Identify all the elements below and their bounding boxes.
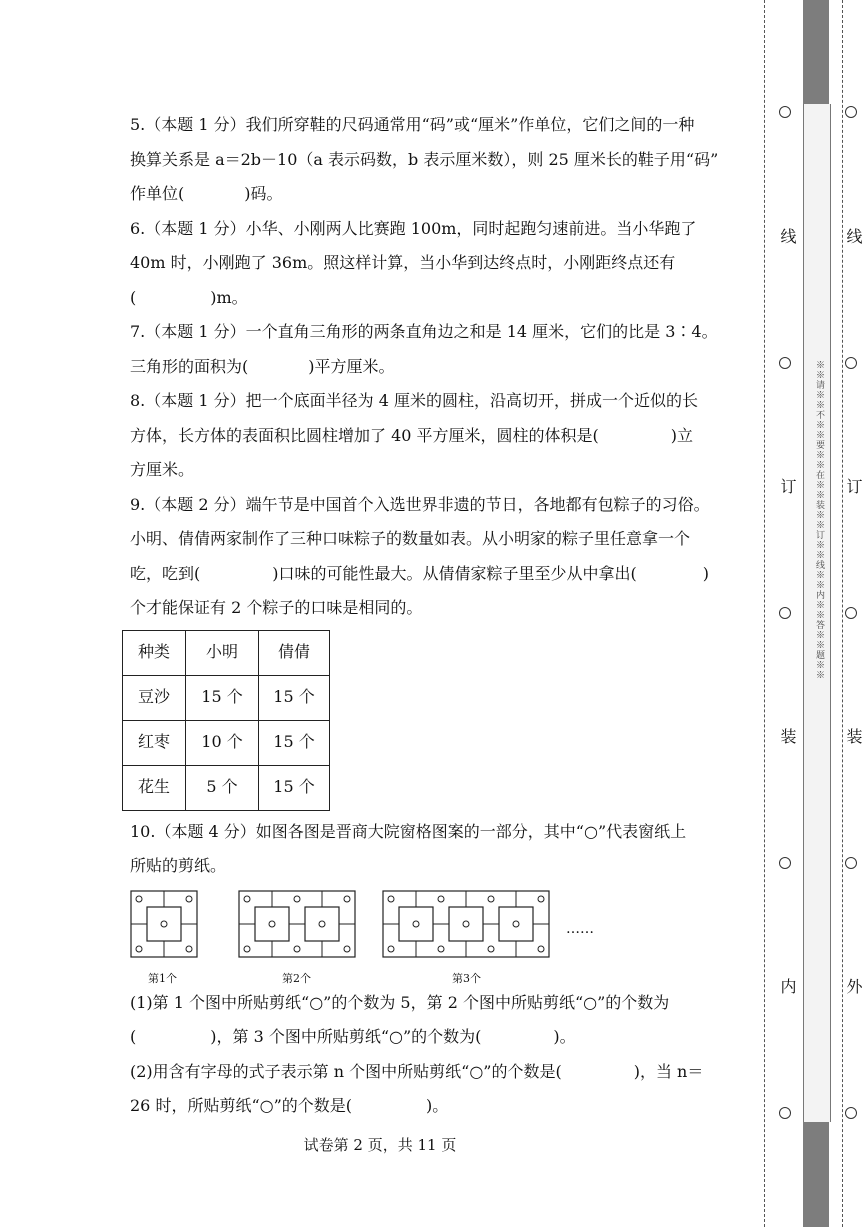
q6-line1: 6.（本题 1 分）小华、小刚两人比赛跑 100m，同时起跑匀速前进。当小华跑了 (130, 218, 697, 238)
q8-line2b: )立 (670, 425, 694, 445)
question-8 (130, 384, 740, 488)
q6-line2: 40m 时，小刚跑了 36m。照这样计算，当小华到达终点时，小刚距终点还有 (130, 253, 676, 272)
q5-line3b: )码。 (244, 184, 283, 203)
q5-line1: 5.（本题 1 分）我们所穿鞋的尺码通常用“码”或“厘米”作单位，它们之间的一种 (130, 115, 695, 134)
binding-hole-icon (845, 106, 857, 118)
table-cell: 5 个 (186, 765, 259, 810)
binding-label-zhuang-right: 装 (844, 728, 863, 744)
binding-label-ding-left: 订 (778, 478, 797, 494)
q9-line3b: )口味的可能性最大。从倩倩家粽子里至少从中拿出( (272, 563, 637, 583)
q9-line2: 小明、倩倩两家制作了三种口味粽子的数量如表。从小明家的粽子里任意拿一个 (130, 529, 691, 548)
table-cell: 10 个 (186, 720, 259, 765)
q9-line3a: 吃，吃到( (130, 563, 201, 583)
q5-line3a: 作单位( (130, 184, 185, 203)
q10-sub1-line2c: )。 (553, 1027, 576, 1046)
binding-hole-icon (779, 1107, 791, 1119)
table-cell: 红枣 (123, 720, 186, 765)
binding-bar-top (803, 0, 829, 104)
table-cell: 15 个 (259, 720, 330, 765)
binding-hole-icon (845, 357, 857, 369)
table-cell: 15 个 (186, 675, 259, 720)
table-row (123, 765, 330, 810)
binding-label-xian-left: 线 (778, 228, 797, 244)
q10-sub1-line1: (1)第 1 个图中所贴剪纸“○”的个数为 5，第 2 个图中所贴剪纸“○”的个数为 (130, 992, 670, 1012)
figure-2-label: 第2个 (282, 971, 311, 985)
question-10 (130, 815, 740, 1124)
binding-hole-icon (779, 857, 791, 869)
figure-1-label: 第1个 (148, 971, 177, 985)
page-footer: 试卷第 2 页，共 11 页 (303, 1136, 457, 1154)
q9-line4: 个才能保证有 2 个粽子的口味是相同的。 (130, 598, 423, 617)
q7-line1: 7.（本题 1 分）一个直角三角形的两条直角边之和是 14 厘米，它们的比是 3∶4。 (130, 322, 718, 341)
table-header-cell: 倩倩 (259, 630, 330, 675)
binding-warning-note: ※※请※※不※※要※※在※※装※※订※※线※※内※※答※※题※※ (814, 360, 824, 680)
question-5 (130, 108, 740, 212)
binding-label-xian-right: 线 (844, 228, 863, 244)
table-row (123, 675, 330, 720)
question-9 (130, 488, 740, 811)
binding-hole-icon (779, 607, 791, 619)
table-header-cell: 小明 (186, 630, 259, 675)
binding-bar-bottom (803, 1122, 829, 1227)
q10-sub2-line2a: 26 时，所贴剪纸“○”的个数是( (130, 1096, 353, 1115)
q9-line3c: ) (702, 563, 709, 583)
table-cell: 15 个 (259, 675, 330, 720)
table-header-cell: 种类 (123, 630, 186, 675)
binding-label-nei-left: 内 (778, 978, 797, 994)
binding-label-zhuang-left: 装 (778, 728, 797, 744)
question-content (130, 108, 740, 1124)
table-row (123, 720, 330, 765)
binding-label-ding-right: 订 (844, 478, 863, 494)
table-header-row (123, 630, 330, 675)
figure-1-pattern (130, 890, 200, 960)
q8-line2a: 方体，长方体的表面积比圆柱增加了 40 平方厘米，圆柱的体积是( (130, 425, 599, 445)
q8-line1: 8.（本题 1 分）把一个底面半径为 4 厘米的圆柱，沿高切开，拼成一个近似的长 (130, 391, 698, 410)
window-pattern-figures (130, 890, 740, 986)
q10-line2: 所贴的剪纸。 (130, 856, 227, 875)
q7-line2b: )平方厘米。 (308, 356, 395, 376)
q8-line3: 方厘米。 (130, 460, 195, 479)
binding-hole-icon (845, 857, 857, 869)
binding-hole-icon (779, 106, 791, 118)
table-cell: 豆沙 (123, 675, 186, 720)
q10-sub1-line2a: ( (130, 1027, 137, 1046)
figure-2-pattern (238, 890, 358, 960)
binding-hole-icon (845, 607, 857, 619)
q10-sub1-line2b: )，第 3 个图中所贴剪纸“○”的个数为( (210, 1027, 482, 1046)
q6-line3a: ( (130, 287, 137, 307)
q10-sub2-line1b: )，当 n＝ (633, 1061, 704, 1081)
q10-sub2-line1a: (2)用含有字母的式子表示第 n 个图中所贴剪纸“○”的个数是( (130, 1061, 562, 1081)
q10-sub2-line2b: )。 (426, 1096, 449, 1115)
question-7 (130, 315, 740, 384)
figure-3-pattern (382, 890, 552, 960)
q5-line2: 换算关系是 a＝2b－10（a 表示码数，b 表示厘米数），则 25 厘米长的鞋子用“码” (130, 149, 719, 169)
table-cell: 15 个 (259, 765, 330, 810)
q10-line1: 10.（本题 4 分）如图各图是晋商大院窗格图案的一部分，其中“○”代表窗纸上 (130, 821, 687, 841)
binding-label-wai-right: 外 (844, 978, 863, 994)
question-6 (130, 212, 740, 316)
binding-dashed-line-left (764, 0, 765, 1227)
figure-3-label: 第3个 (452, 971, 481, 985)
zongzi-table (122, 630, 330, 811)
continuation-dots: …… (566, 920, 594, 937)
q7-line2a: 三角形的面积为( (130, 356, 249, 376)
table-cell: 花生 (123, 765, 186, 810)
binding-hole-icon (845, 1107, 857, 1119)
q6-line3b: )m。 (210, 287, 248, 307)
q9-line1: 9.（本题 2 分）端午节是中国首个入选世界非遗的节日，各地都有包粽子的习俗。 (130, 494, 710, 514)
binding-hole-icon (779, 357, 791, 369)
binding-dashed-line-right (842, 0, 843, 1227)
